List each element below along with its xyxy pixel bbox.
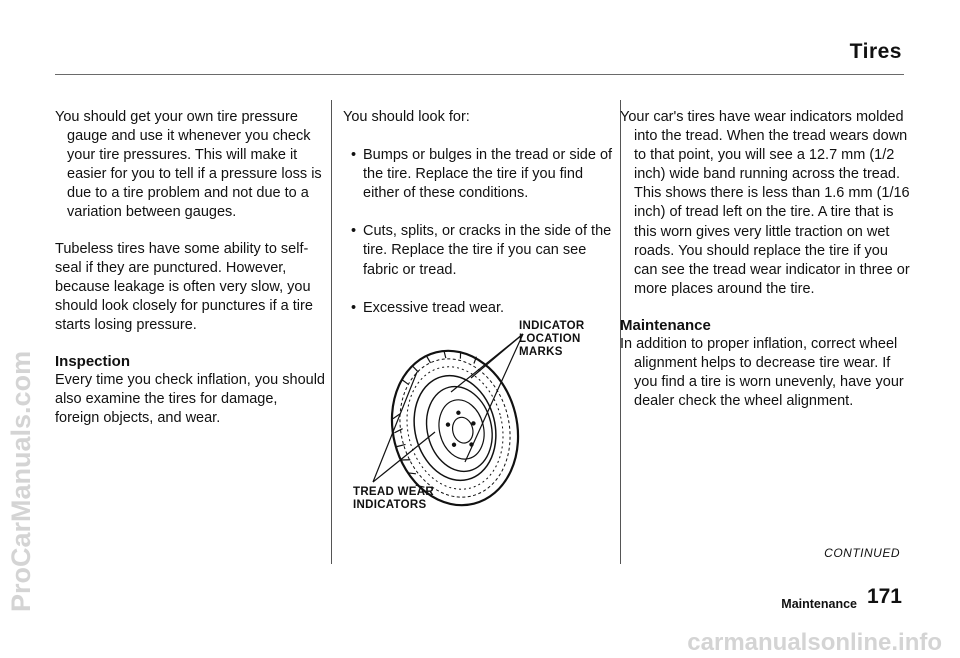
page-title: Tires <box>849 40 902 63</box>
footer-section-name: Maintenance <box>781 597 857 611</box>
bottom-watermark: carmanualsonline.info <box>687 629 942 656</box>
list-item: • Bumps or bulges in the tread or side of the tire. Replace the tire if you find either of these conditions. <box>343 146 618 203</box>
list-item: • Excessive tread wear. <box>343 299 618 318</box>
look-for-intro: You should look for: <box>343 109 470 125</box>
gauge-paragraph: You should get your own tire pressure gauge and use it whenever you check your tire pressures. This will make it easier for you to tell if a pressure loss is due to a tire problem and not due to a variation between gauges. <box>55 109 322 221</box>
inspection-heading: Inspection <box>55 353 131 371</box>
list-item: • Cuts, splits, or cracks in the side of the tire. Replace the tire if you can see fabric or tread. <box>343 222 618 279</box>
inspection-checklist <box>343 146 618 318</box>
tubeless-paragraph: Tubeless tires have some ability to self-seal if they are punctured. However, because leakage is often very slow, you should look closely for punctures if a tire starts losing pressure. <box>55 240 313 333</box>
side-watermark: ProCarManuals.com <box>6 350 36 612</box>
column-1 <box>55 108 325 445</box>
maintenance-heading: Maintenance <box>620 316 711 334</box>
page-number: 171 <box>866 585 902 608</box>
column-3 <box>620 108 910 428</box>
column-divider-1 <box>331 100 332 564</box>
wear-indicators-paragraph: Your car's tires have wear indicators molded into the tread. When the tread wears down to that point, you will see a 12.7 mm (1/2 inch) wide band running across the tread. This shows there is less than 1.6 mm (1/16 inch) of tread left on the tire. A tire that is this worn gives very little traction on wet roads. You should replace the tire if you can see the tread wear indicator in three or more places around the tire. <box>620 109 910 297</box>
indicator-location-marks-label: INDICATOR LOCATION MARKS <box>519 320 585 358</box>
column-2 <box>343 108 618 318</box>
tread-wear-indicators-label: TREAD WEAR INDICATORS <box>353 486 434 511</box>
inspection-paragraph: Every time you check inflation, you should also examine the tires for damage, foreign objects, and wear. <box>55 372 325 427</box>
continued-marker: CONTINUED <box>824 546 900 560</box>
maintenance-paragraph: In addition to proper inflation, correct wheel alignment helps to decrease tire wear. If you find a tire is worn unevenly, have your dealer check the wheel alignment. <box>620 335 904 410</box>
title-divider <box>55 74 904 75</box>
tire-wear-indicator-figure <box>343 312 618 522</box>
